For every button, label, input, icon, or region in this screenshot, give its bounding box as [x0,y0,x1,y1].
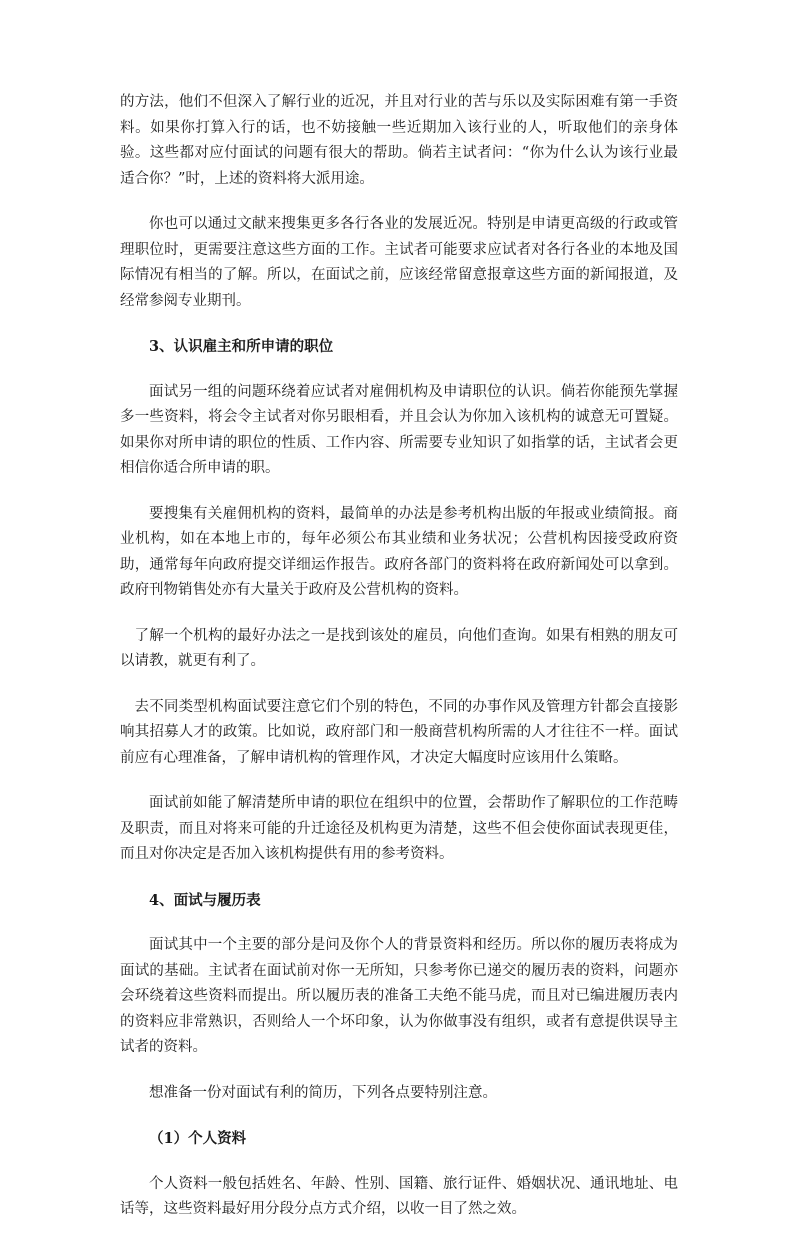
section-heading-resume: 4、面试与履历表 [149,891,261,909]
paragraph-employer-knowledge: 面试另一组的问题环绕着应试者对雇佣机构及申请职位的认识。倘若你能预先掌握多一些资料，将会令主试者对你另眼相看，并且会认为你加入该机构的诚意无可置疑。如果你对所申请的职位的性质、工作内容、所需要专业知识了如指掌的话，主试者会更相信你适合所申请的职。 [120,383,678,476]
paragraph-personal-info: 个人资料一般包括姓名、年龄、性别、国籍、旅行证件、婚姻状况、通讯地址、电话等，这些资料最好用分段分点方式介绍，以收一目了然之效。 [120,1175,678,1217]
paragraph-resume-basis: 面试其中一个主要的部分是问及你个人的背景资料和经历。所以你的履历表将成为面试的基础。主试者在面试前对你一无所知，只参考你已递交的履历表的资料，问题亦会环绕着这些资料而提出。所以履历表的准备工夫绝不能马虎，而且对已编进履历表内的资料应非常熟识，否则给人一个坏印象，认为你做事没有组织，或者有意提供误导主试者的资料。 [120,937,678,1055]
paragraph-industry-research: 的方法，他们不但深入了解行业的近况，并且对行业的苦与乐以及实际困难有第一手资料。如果你打算入行的话，也不妨接触一些近期加入该行业的人，听取他们的亲身体验。这些都对应付面试的问题有很大的帮助。倘若主试者问：“你为什么认为该行业最适合你？”时，上述的资料将大派用途。 [120,94,678,187]
paragraph-literature-research: 你也可以通过文献来搜集更多各行各业的发展近况。特别是申请更高级的行政或管理职位时，更需要注意这些方面的工作。主试者可能要求应试者对各行各业的本地及国际情况有相当的了解。所以，在面试之前，应该经常留意报章这些方面的新闻报道，及经常参阅专业期刊。 [120,216,678,309]
document-page [120,92,678,1243]
section-heading-employer: 3、认识雇主和所申请的职位 [149,338,334,355]
paragraph-employer-sources: 要搜集有关雇佣机构的资料，最简单的办法是参考机构出版的年报或业绩简报。商业机构，如在本地上市的，每年必须公布其业绩和业务状况；公营机构因接受政府资助，通常每年向政府提交详细运作报告。政府各部门的资料将在政府新闻处可以拿到。政府刊物销售处亦有大量关于政府及公营机构的资料。 [120,505,678,598]
subsection-heading-personal-info: （1）个人资料 [149,1130,247,1147]
paragraph-resume-tips: 想准备一份对面试有利的简历，下列各点要特别注意。 [149,1084,497,1101]
paragraph-position-in-org: 面试前如能了解清楚所申请的职位在组织中的位置，会帮助作了解职位的工作范畴及职责，而且对将来可能的升迁途径及机构更为清楚，这些不但会使你面试表现更佳，而且对你决定是否加入该机构提供有用的参考资料。 [120,795,678,862]
paragraph-ask-employees: 了解一个机构的最好办法之一是找到该处的雇员，向他们查询。如果有相熟的朋友可以请教，就更有利了。 [120,627,678,669]
paragraph-organization-types: 去不同类型机构面试要注意它们个别的特色，不同的办事作风及管理方针都会直接影响其招募人才的政策。比如说，政府部门和一般商营机构所需的人才往往不一样。面试前应有心理准备，了解申请机构的管理作风，才决定大幅度时应该用什么策略。 [120,698,678,766]
